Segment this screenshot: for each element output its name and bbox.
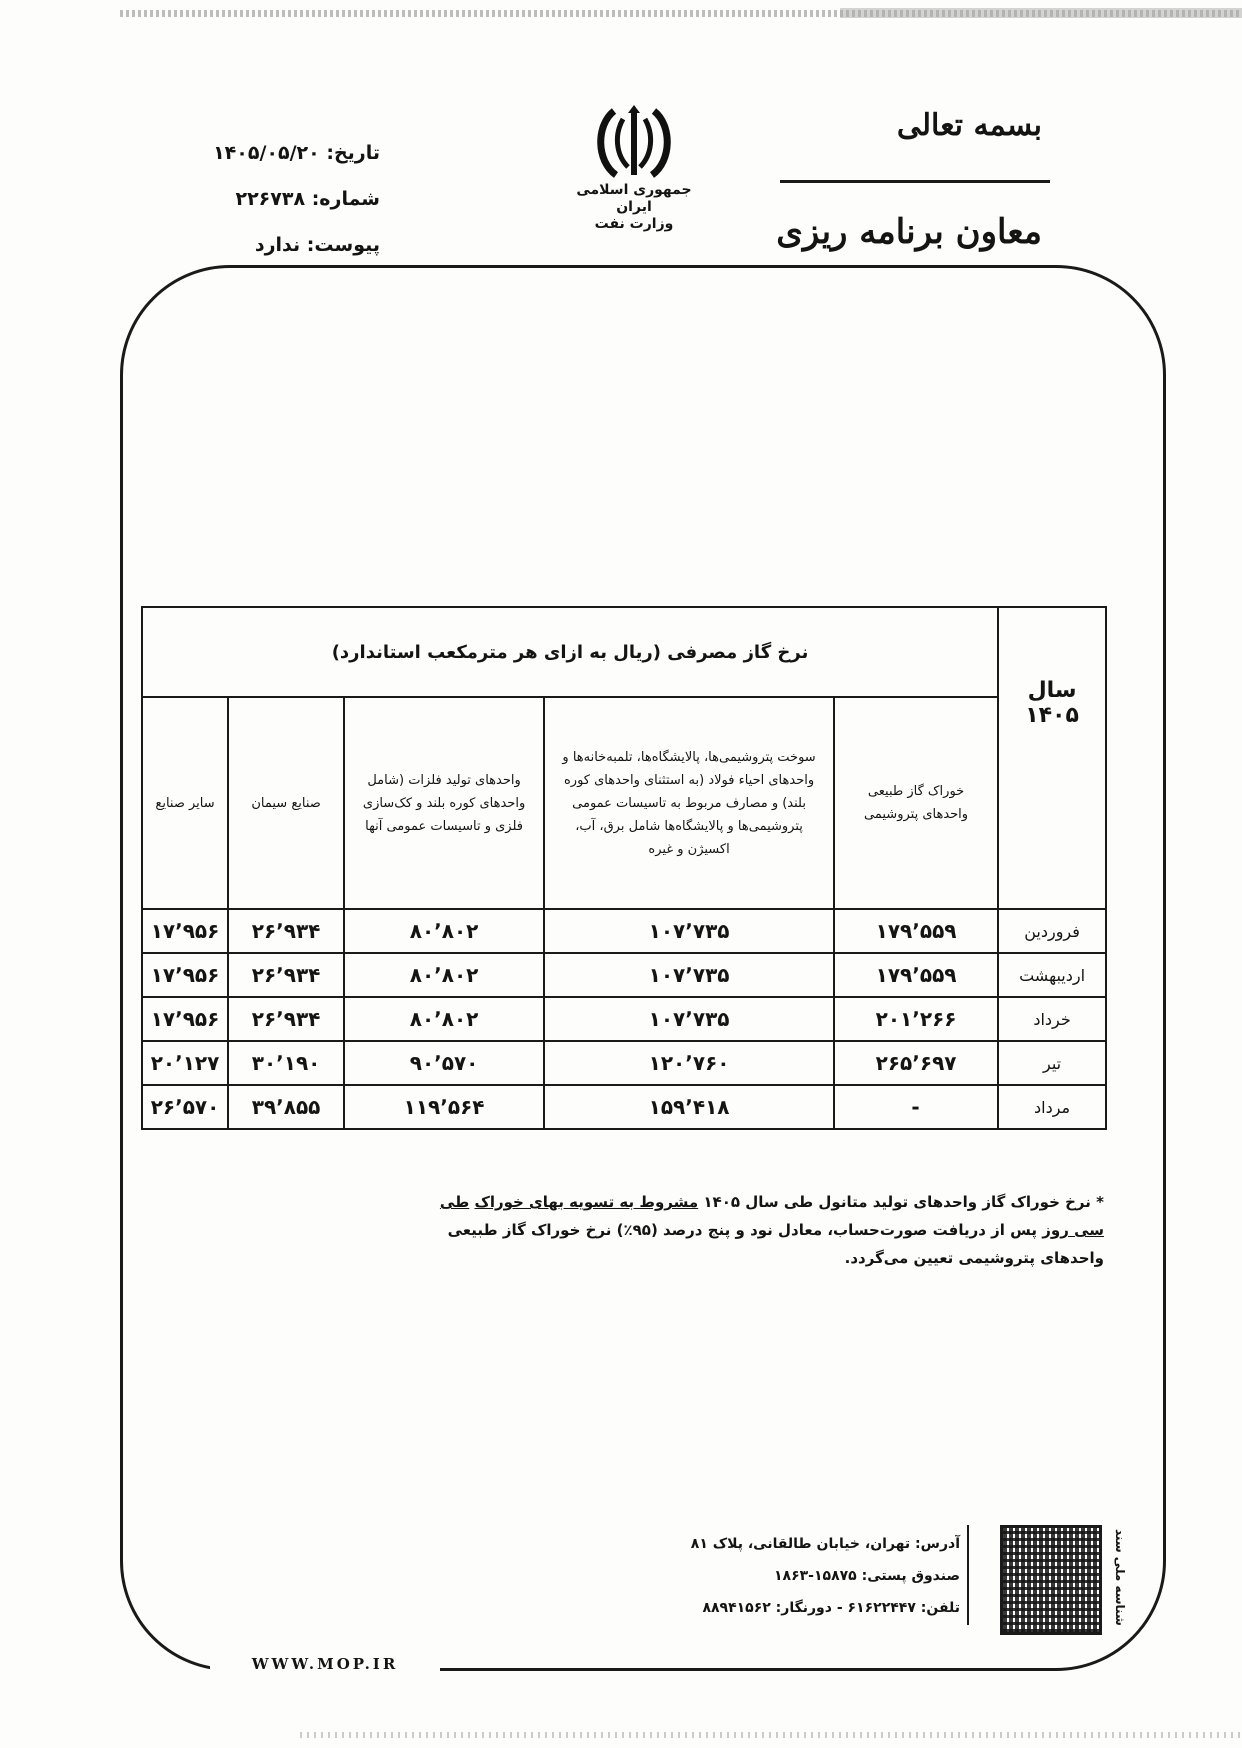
table-row [142,909,1106,953]
qr-code-icon [1000,1525,1102,1635]
footnote-underlined: مشروط به تسویه بهای خوراک [474,1193,699,1211]
letter-heading: بسمه تعالی [896,108,1042,143]
column-header: سایر صنایع [142,697,228,909]
column-header: واحدهای تولید فلزات (شامل واحدهای کوره بلند و کک‌سازی فلزی و تاسیسات عمومی آنها [344,697,544,909]
attachment-row [170,222,380,268]
address-block [630,1528,960,1624]
scan-artifact-top-right [840,8,1242,18]
column-header: سوخت پتروشیمی‌ها، پالایشگاه‌ها، تلمبه‌خانه‌ها و واحدهای احیاء فولاد (به استثنای واحدهای کوره بلند) و مصارف مربوط به تاسیسات عمومی پتروشیمی‌ها و پالایشگاه‌ها شامل برق، آب، اکسیژن و غیره [544,697,834,909]
month-cell: اردیبهشت [998,953,1106,997]
month-cell: فروردین [998,909,1106,953]
footnote-text: نرخ خوراک گاز واحدهای تولید متانول طی سال ۱۴۰۵ [703,1193,1091,1211]
postal-box: صندوق پستی: ۱۵۸۷۵-۱۸۶۳ [773,1568,960,1584]
table-row [142,997,1106,1041]
footnote-underlined: طی سی روز [439,1193,1104,1239]
value-cell: ۱۰۷٬۷۳۵ [544,997,834,1041]
org-ministry: وزارت نفت [594,216,674,232]
value-cell: ۱۷٬۹۵۶ [142,997,228,1041]
number-value: ۲۲۶۷۳۸ [235,188,306,210]
value-cell: - [834,1085,998,1129]
date-value: ۱۴۰۵/۰۵/۲۰ [213,142,320,164]
value-cell: ۸۰٬۸۰۲ [344,997,544,1041]
date-row [170,130,380,176]
footnote [420,1188,1104,1272]
value-cell: ۲۶۵٬۶۹۷ [834,1041,998,1085]
org-country: جمهوری اسلامی ایران [576,182,692,215]
value-cell: ۱۰۷٬۷۳۵ [544,909,834,953]
value-cell: ۱۲۰٬۷۶۰ [544,1041,834,1085]
value-cell: ۲۰٬۱۲۷ [142,1041,228,1085]
value-cell: ۲۶٬۹۳۴ [228,953,344,997]
address-line: آدرس: تهران، خیابان طالقانی، پلاک ۸۱ [690,1536,960,1552]
value-cell: ۱۷۹٬۵۵۹ [834,953,998,997]
table-title: نرخ گاز مصرفی (ریال به ازای هر مترمکعب استاندارد) [142,607,998,697]
number-label: شماره: [311,188,380,210]
number-row [170,176,380,222]
phone-fax: تلفن: ۶۱۶۲۲۴۴۷ - دورنگار: ۸۸۹۴۱۵۶۲ [702,1600,960,1616]
value-cell: ۸۰٬۸۰۲ [344,953,544,997]
qr-label: شناسه ملی سند [1113,1528,1127,1626]
value-cell: ۱۷۹٬۵۵۹ [834,909,998,953]
footnote-star: * [1096,1193,1104,1211]
table-row [142,1085,1106,1129]
column-header: صنایع سیمان [228,697,344,909]
table-row [142,1041,1106,1085]
value-cell: ۱۱۹٬۵۶۴ [344,1085,544,1129]
footnote-text: پس از دریافت صورت‌حساب، معادل نود و پنج درصد (۹۵٪) نرخ خوراک گاز طبیعی واحدهای پتروشیمی تعیین می‌گردد. [447,1221,1104,1267]
scan-artifact-bottom [300,1732,1242,1738]
iran-emblem-icon [592,105,676,181]
month-cell: خرداد [998,997,1106,1041]
header-divider [780,180,1050,183]
value-cell: ۲۶٬۵۷۰ [142,1085,228,1129]
organization-name [560,182,708,233]
value-cell: ۸۰٬۸۰۲ [344,909,544,953]
address-divider [967,1525,969,1625]
attachment-label: پیوست: [306,234,380,256]
letter-meta [170,130,380,268]
month-cell: تیر [998,1041,1106,1085]
value-cell: ۱۷٬۹۵۶ [142,909,228,953]
year-label: سال ۱۴۰۵ [998,607,1106,909]
department-name: معاون برنامه ریزی [776,212,1042,252]
value-cell: ۲۶٬۹۳۴ [228,997,344,1041]
attachment-value: ندارد [254,234,301,256]
date-label: تاریخ: [326,142,380,164]
value-cell: ۱۰۷٬۷۳۵ [544,953,834,997]
value-cell: ۱۷٬۹۵۶ [142,953,228,997]
table-row [142,953,1106,997]
value-cell: ۹۰٬۵۷۰ [344,1041,544,1085]
gas-rates-table [141,606,1107,1130]
value-cell: ۱۵۹٬۴۱۸ [544,1085,834,1129]
value-cell: ۲۰۱٬۲۶۶ [834,997,998,1041]
month-cell: مرداد [998,1085,1106,1129]
value-cell: ۲۶٬۹۳۴ [228,909,344,953]
column-header: خوراک گاز طبیعی واحدهای پتروشیمی [834,697,998,909]
value-cell: ۳۹٬۸۵۵ [228,1085,344,1129]
value-cell: ۳۰٬۱۹۰ [228,1041,344,1085]
website-url: WWW.MOP.IR [251,1655,399,1673]
